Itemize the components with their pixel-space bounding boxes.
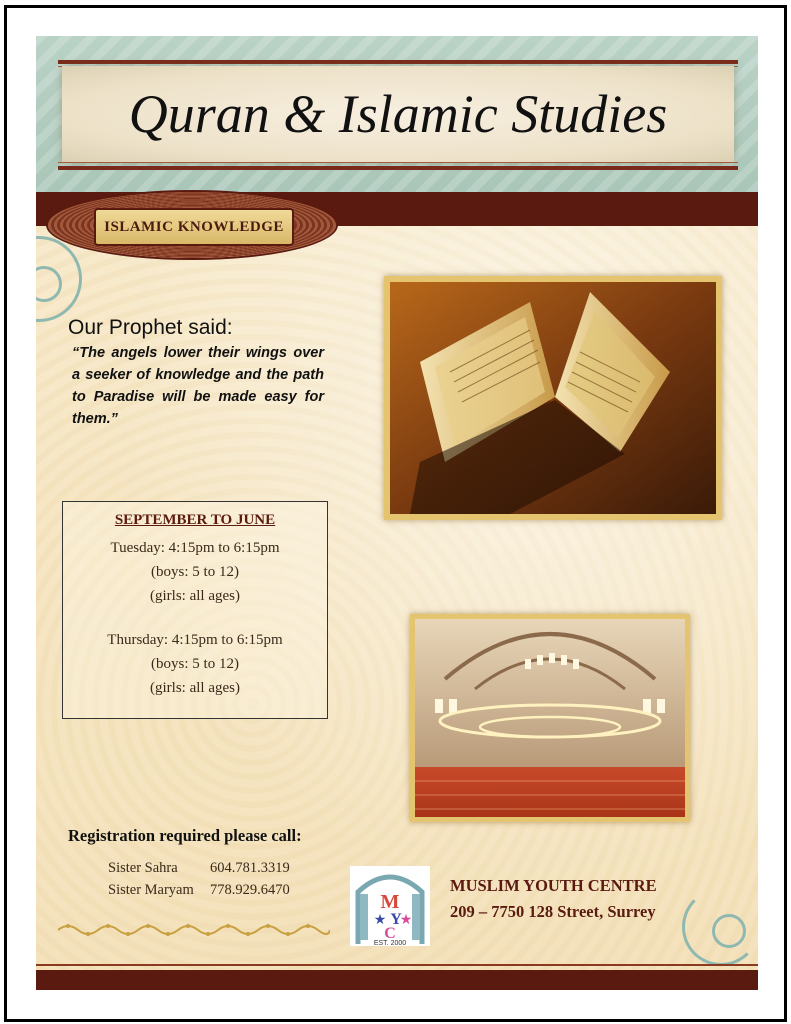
footer-band bbox=[36, 970, 758, 990]
bottom-thin-rule bbox=[58, 162, 738, 163]
session-girls: (girls: all ages) bbox=[150, 588, 240, 604]
organization-address: 209 – 7750 128 Street, Surrey bbox=[450, 902, 656, 921]
quote-intro: Our Prophet said: bbox=[68, 316, 233, 339]
session-girls: (girls: all ages) bbox=[150, 680, 240, 696]
swirl-ornament-right-small bbox=[712, 914, 746, 948]
header-band bbox=[36, 36, 758, 192]
badge-plate bbox=[94, 208, 294, 246]
quran-photo bbox=[384, 276, 722, 520]
contact-phone: 604.781.3319 bbox=[210, 860, 290, 876]
session-boys: (boys: 5 to 12) bbox=[151, 564, 239, 580]
session-boys: (boys: 5 to 12) bbox=[151, 656, 239, 672]
myc-logo-graphic bbox=[350, 866, 430, 946]
poster bbox=[36, 36, 758, 990]
organization-name: MUSLIM YOUTH CENTRE bbox=[450, 876, 657, 895]
page-title: Quran & Islamic Studies bbox=[128, 84, 668, 144]
mosque-interior-photo bbox=[410, 614, 690, 822]
svg-text:M: M bbox=[380, 891, 400, 913]
schedule-box bbox=[62, 501, 328, 719]
session-day-time: Thursday: 4:15pm to 6:15pm bbox=[107, 632, 283, 648]
svg-text:★: ★ bbox=[399, 913, 413, 928]
bottom-rule bbox=[58, 166, 738, 170]
quran-illustration bbox=[390, 282, 716, 514]
contact-phone: 778.929.6470 bbox=[210, 882, 290, 898]
schedule-heading: SEPTEMBER TO JUNE bbox=[114, 512, 276, 528]
contact-name: Sister Sahra bbox=[108, 860, 178, 876]
mosque-illustration bbox=[415, 619, 685, 817]
badge-text: ISLAMIC KNOWLEDGE bbox=[104, 218, 284, 235]
svg-text:EST. 2000: EST. 2000 bbox=[373, 940, 407, 946]
myc-logo bbox=[350, 866, 430, 946]
svg-text:C: C bbox=[384, 925, 396, 942]
footer-rule bbox=[36, 964, 758, 966]
svg-text:Y: Y bbox=[390, 911, 402, 928]
registration-title: Registration required please call: bbox=[68, 826, 302, 845]
top-rule bbox=[58, 60, 738, 64]
hadith-quote: “The angels lower their wings over a seeker of knowledge and the path to Paradise will be made easy for them.” bbox=[72, 345, 324, 427]
contact-name: Sister Maryam bbox=[108, 882, 194, 898]
svg-text:★: ★ bbox=[373, 913, 387, 928]
islamic-knowledge-badge bbox=[48, 184, 336, 266]
vine-ornament bbox=[58, 922, 330, 938]
session-day-time: Tuesday: 4:15pm to 6:15pm bbox=[110, 540, 280, 556]
